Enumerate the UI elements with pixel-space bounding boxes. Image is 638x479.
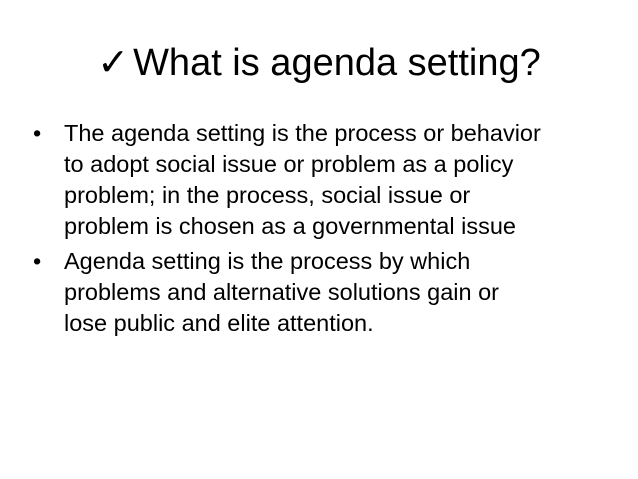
bullet-text-line: problem is chosen as a governmental issue: [64, 213, 516, 239]
slide-title: [0, 40, 638, 86]
checkmark-icon: ✓: [97, 42, 130, 84]
bullet-text-line: to adopt social issue or problem as a policy: [64, 151, 514, 177]
bullet-text-line: Agenda setting is the process by which: [64, 248, 471, 274]
bullet-item: [33, 118, 613, 242]
bullet-list: [33, 118, 613, 343]
bullet-marker-icon: •: [33, 248, 42, 274]
bullet-text-line: problems and alternative solutions gain or: [64, 279, 500, 305]
bullet-text-line: lose public and elite attention.: [64, 310, 374, 336]
bullet-marker-icon: •: [33, 120, 42, 146]
bullet-item: [33, 246, 613, 339]
bullet-text-line: The agenda setting is the process or behavior: [64, 120, 541, 146]
bullet-text-line: problem; in the process, social issue or: [64, 182, 471, 208]
slide-title-text: What is agenda setting?: [133, 42, 541, 84]
